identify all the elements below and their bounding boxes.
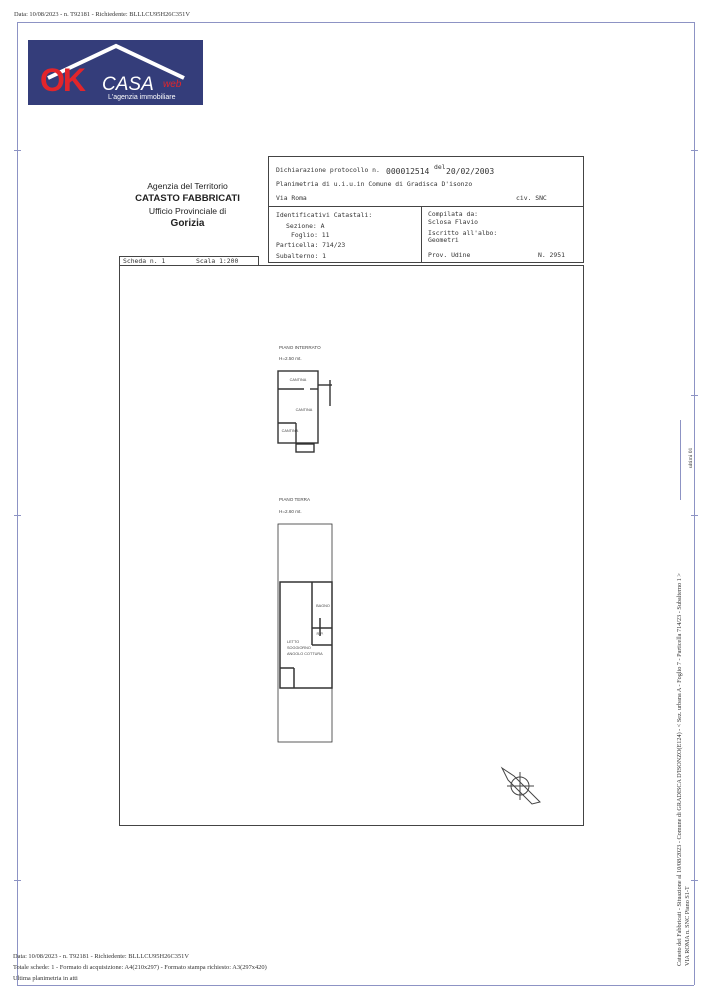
terra-floorplan [274,520,338,746]
living-label: LETTO [287,640,300,644]
subalterno: Subalterno: 1 [276,252,327,260]
footer-formats: Totale schede: 1 - Formato di acquisizione: A4(210x297) - Formato stampa richiesto: A3(297x420) [13,964,267,971]
albo-label: Iscritto all'albo: [428,229,498,237]
register-number: N. 2951 [538,251,565,259]
drawing-frame [119,265,584,826]
compiler-name: Sclosa Flavio [428,218,479,226]
side-catasto-line: Catasto dei Fabbricati - Situazione al 10/08/2023 - Comune di GRADISCA D'ISONZO(E124) - < Sez. urbana A - Foglio 7 - Particella 714/23 - Subalterno 1 > [676,573,683,966]
side-mark-line [680,420,681,500]
agency-name: Agenzia del Territorio [147,181,228,191]
logo-casa: CASA [102,74,154,95]
office-city: Gorizia [170,218,205,229]
foglio: Foglio: 11 [291,231,330,239]
frame-left [17,22,18,985]
frame-tick [14,150,21,151]
terra-title: PIANO TERRA [279,497,311,502]
particella: Particella: 714/23 [276,241,346,249]
frame-tick [14,515,21,516]
frame-tick [14,880,21,881]
identifiers-title: Identificativi Catastali: [276,211,373,219]
declaration-date: 20/02/2003 [446,167,495,176]
interrato-height: H=2.50 mt. [279,356,302,361]
bagno-label: BAGNO [316,604,330,608]
logo-web: web [163,79,182,90]
cantina-label: CANTINA [289,378,307,382]
sezione: Sezione: A [286,222,325,230]
office-label: Ufficio Provinciale di [148,206,227,216]
address: Via Roma [276,194,307,202]
frame-top [17,22,694,23]
date-label: del [434,163,446,171]
province: Prov. Udine [428,251,471,259]
north-arrow-icon [498,762,544,808]
top-header: Data: 10/08/2023 - n. T92181 - Richiedente: BLLLCU95H26C351V [14,11,190,18]
agency-logo [28,40,203,105]
logo-ok: OK [40,62,84,98]
living-label: ANGOLO COTTURA [287,652,323,656]
footer-date: Data: 10/08/2023 - n. T92181 - Richiedente: BLLLCU95H26C351V [13,953,189,960]
protocol-number: 000012514 [386,167,430,176]
side-short-label: ultimi 01 [688,447,694,468]
side-address-line: VIA ROMA n. SNC Piano S1-T [684,886,691,966]
frame-right [694,22,695,985]
protocol-label: Dichiarazione protocollo n. [276,166,380,174]
frame-tick [691,880,698,881]
albo-value: Geometri [428,236,459,244]
living-label: SOGGIORNO [287,646,311,650]
frame-tick [691,150,698,151]
scheda-number: Scheda n. 1 [123,257,166,265]
identifiers-divider [421,207,422,262]
logo-tagline: L'agenzia immobiliare [108,94,176,101]
compiled-label: Compilata da: [428,210,479,218]
scale-label: Scala 1:200 [196,257,239,265]
rip-label: RIP. [316,632,324,636]
civic-number: civ. SNC [516,194,547,202]
interrato-title: PIANO INTERRATO [279,345,321,350]
footer-last-plan: Ultima planimetria in atti [13,975,78,982]
cantina-label: CANTINA [295,408,313,412]
catasto-title: CATASTO FABBRICATI [135,193,240,204]
frame-tick [691,395,698,396]
plan-description: Planimetria di u.i.u.in Comune di Gradisca D'isonzo [276,180,473,188]
terra-height: H=2.60 mt. [279,509,302,514]
frame-bottom [17,985,694,986]
cantina-label: CANTINA [281,429,299,433]
frame-tick [691,515,698,516]
